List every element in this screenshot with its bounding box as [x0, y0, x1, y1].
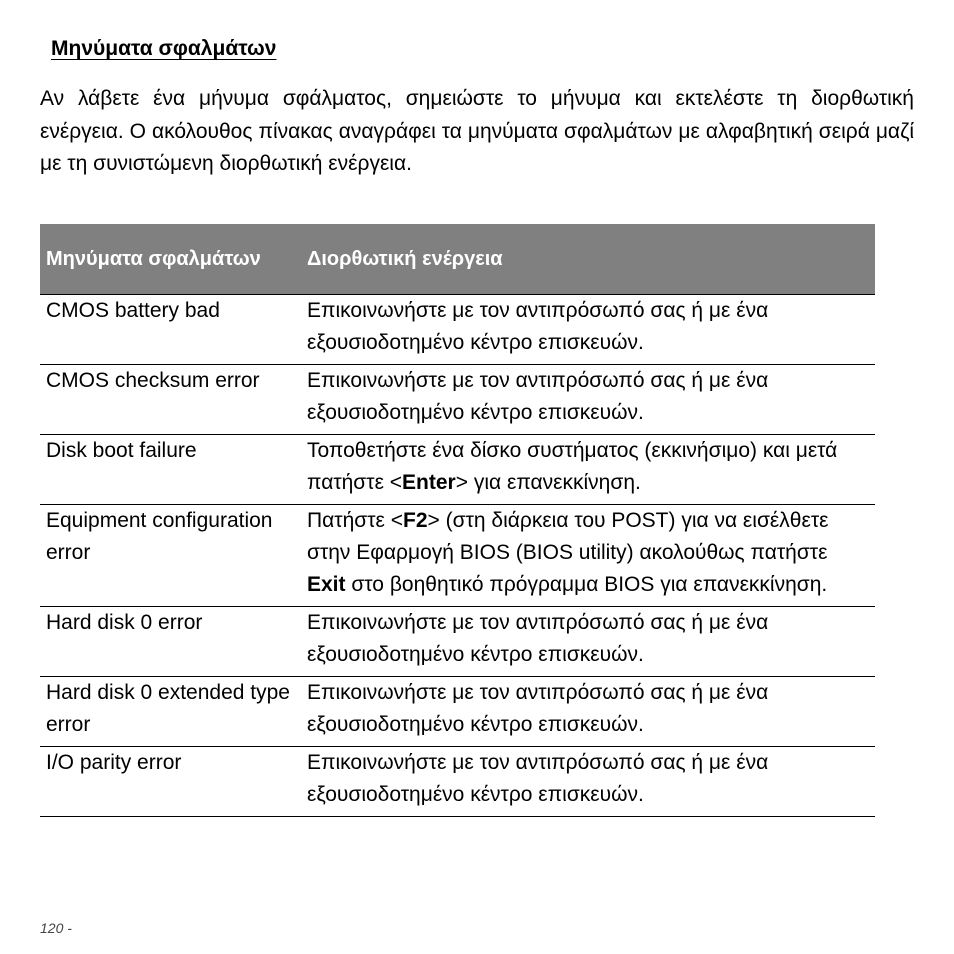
- action-text: στο βοηθητικό πρόγραμμα BIOS για επανεκκίνηση.: [345, 573, 828, 596]
- error-message: CMOS battery bad: [40, 295, 301, 365]
- corrective-action: Επικοινωνήστε με τον αντιπρόσωπό σας ή με ένα εξουσιοδοτημένο κέντρο επισκευών.: [301, 607, 875, 677]
- corrective-action: [301, 505, 875, 607]
- key-name: Enter: [402, 471, 456, 494]
- error-message: Disk boot failure: [40, 435, 301, 505]
- action-text: Πατήστε <: [307, 509, 403, 532]
- table-row: [40, 677, 875, 747]
- table-row: [40, 365, 875, 435]
- table-row: [40, 295, 875, 365]
- key-name: Exit: [307, 573, 346, 596]
- table-row: [40, 435, 875, 505]
- page-number: 120 -: [40, 920, 72, 936]
- error-message: I/O parity error: [40, 747, 301, 817]
- table-row: [40, 607, 875, 677]
- intro-paragraph: Αν λάβετε ένα μήνυμα σφάλματος, σημειώστε το μήνυμα και εκτελέστε τη διορθωτική ενέργεια. Ο ακόλουθος πίνακας αναγράφει τα μηνύματα σφαλμάτων με αλφαβητική σειρά μαζί με τη συνιστώμενη διορθωτική ενέργεια.: [40, 87, 914, 175]
- corrective-action: Επικοινωνήστε με τον αντιπρόσωπό σας ή με ένα εξουσιοδοτημένο κέντρο επισκευών.: [301, 295, 875, 365]
- section-title: Μηνύματα σφαλμάτων: [51, 37, 277, 60]
- corrective-action: [301, 435, 875, 505]
- error-message: Equipment configuration error: [40, 505, 301, 607]
- corrective-action: Επικοινωνήστε με τον αντιπρόσωπό σας ή με ένα εξουσιοδοτημένο κέντρο επισκευών.: [301, 677, 875, 747]
- action-text: > για επανεκκίνηση.: [455, 471, 641, 494]
- header-error-messages: Μηνύματα σφαλμάτων: [40, 224, 301, 295]
- table-row: [40, 747, 875, 817]
- error-message: Hard disk 0 extended type error: [40, 677, 301, 747]
- action-text: > (στη διάρκεια του POST) για να εισέλθετε στην Εφαρμογή BIOS (BIOS utility) ακολούθως πατήστε: [307, 509, 829, 564]
- error-message: CMOS checksum error: [40, 365, 301, 435]
- table-row: [40, 505, 875, 607]
- key-name: F2: [403, 509, 428, 532]
- error-message: Hard disk 0 error: [40, 607, 301, 677]
- corrective-action: Επικοινωνήστε με τον αντιπρόσωπό σας ή με ένα εξουσιοδοτημένο κέντρο επισκευών.: [301, 365, 875, 435]
- action-text: Τοποθετήστε ένα δίσκο συστήματος (εκκινήσιμο) και μετά πατήστε <: [307, 439, 838, 494]
- header-corrective-action: Διορθωτική ενέργεια: [301, 224, 875, 295]
- corrective-action: Επικοινωνήστε με τον αντιπρόσωπό σας ή με ένα εξουσιοδοτημένο κέντρο επισκευών.: [301, 747, 875, 817]
- error-messages-table: [40, 224, 875, 817]
- table-header-row: [40, 224, 875, 295]
